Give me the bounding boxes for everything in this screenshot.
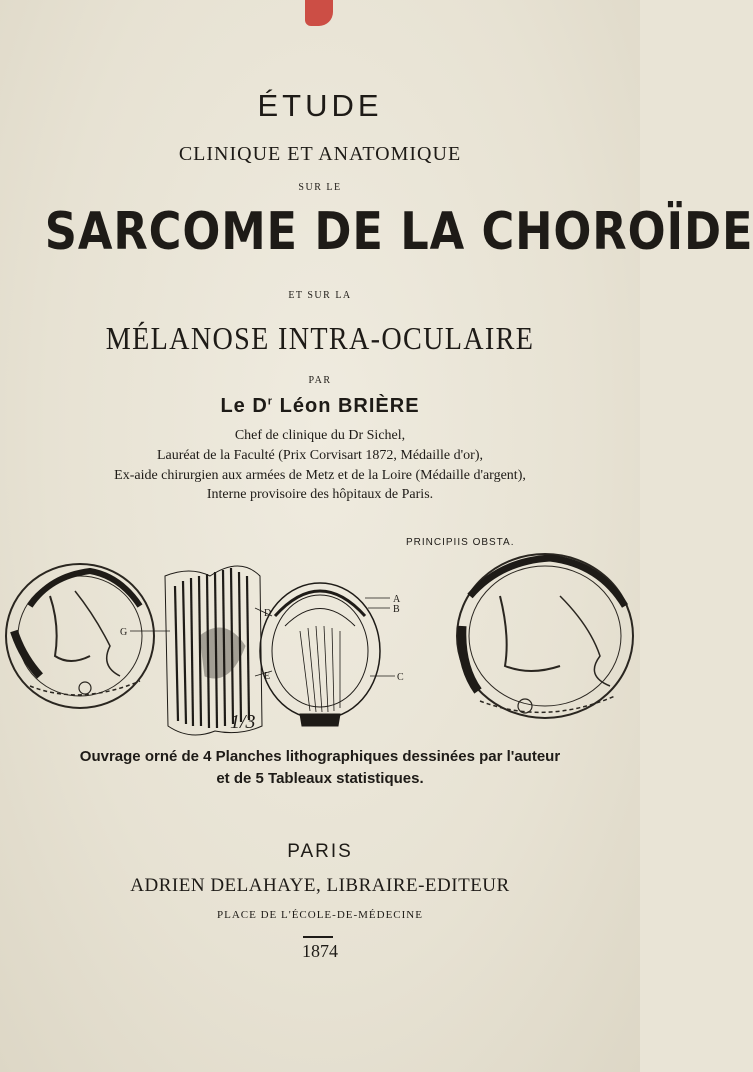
description-line: et de 5 Tableaux statistiques. xyxy=(216,770,424,787)
eye-section-drawing xyxy=(130,566,395,735)
author-prefix-sup: r xyxy=(267,395,274,408)
city: PARIS xyxy=(287,841,353,862)
description-line: Ouvrage orné de 4 Planches lithographiques dessinées par l'auteur xyxy=(79,748,561,765)
author-prefix: Le D xyxy=(220,395,268,417)
label-d: D xyxy=(264,608,272,619)
motto: PRINCIPIIS OBSTA. xyxy=(406,537,515,548)
subheading: CLINIQUE ET ANATOMIQUE xyxy=(178,143,462,165)
label-b: B xyxy=(393,604,400,615)
author-line xyxy=(0,395,640,418)
author-name: Léon BRIÈRE xyxy=(279,395,420,417)
label-e: E xyxy=(264,671,271,682)
connector-sur-le: SUR LE xyxy=(298,182,342,193)
label-c: C xyxy=(397,672,404,683)
label-a: A xyxy=(393,594,401,605)
credential-line: Chef de clinique du Dr Sichel, xyxy=(234,428,406,443)
publication-year: 1874 xyxy=(302,941,338,961)
publisher: ADRIEN DELAHAYE, LIBRAIRE-EDITEUR xyxy=(130,875,510,896)
label-g: G xyxy=(120,627,128,638)
ornament-text: 1/3 xyxy=(230,711,256,733)
heading: ÉTUDE xyxy=(257,88,383,123)
main-title: SARCOME DE LA CHOROÏDE xyxy=(44,202,753,262)
connector-et-sur-la: ET SUR LA xyxy=(288,290,352,301)
red-stain xyxy=(305,0,333,26)
divider-rule xyxy=(303,936,333,938)
second-title: MÉLANOSE INTRA-OCULAIRE xyxy=(105,320,535,356)
left-emblem xyxy=(6,564,154,708)
printer-mark-illustration xyxy=(0,536,640,746)
credential-line: Ex-aide chirurgien aux armées de Metz et de la Loire (Médaille d'argent), xyxy=(114,468,526,483)
connector-par: PAR xyxy=(308,375,332,386)
right-emblem xyxy=(457,554,633,718)
credential-line: Interne provisoire des hôpitaux de Paris. xyxy=(206,487,434,502)
credential-line: Lauréat de la Faculté (Prix Corvisart 1872, Médaille d'or), xyxy=(157,448,483,463)
publisher-address: PLACE DE L'ÉCOLE-DE-MÉDECINE xyxy=(217,909,423,921)
